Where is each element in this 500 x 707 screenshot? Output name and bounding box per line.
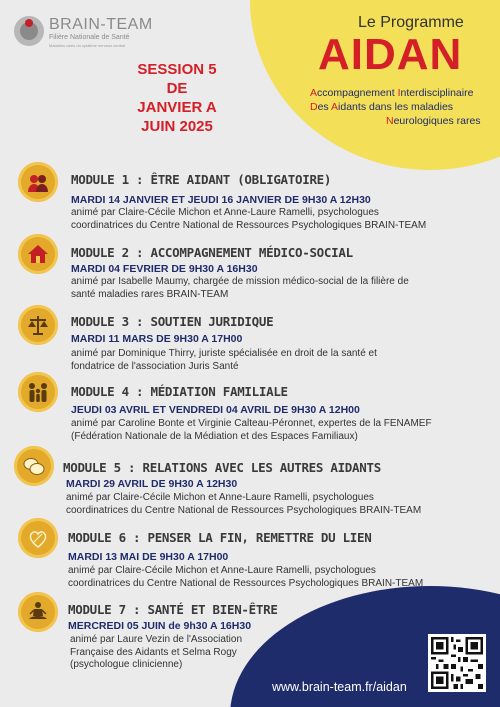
session-line-2: DE [166,80,188,97]
session-heading [112,60,242,136]
module-2-description [71,276,409,301]
module-5-desc-line-1: animé par Claire-Cécile Michon et Anne-Laure Ramelli, psychologues [66,492,374,503]
description-line-3: Neurologiques rares [386,115,481,127]
session-line-1: SESSION 5 [137,61,217,78]
module-3-desc-line-1: animé par Dominique Thirry, juriste spécialisée en droit de la santé et [71,348,377,359]
people-icon [18,162,58,202]
module-2-title: MODULE 2 : ACCOMPAGNEMENT MÉDICO-SOCIAL [71,245,353,260]
module-1-description [71,207,426,232]
qr-code-icon [428,634,486,692]
website-link[interactable]: www.brain-team.fr/aidan [272,680,407,694]
session-line-3: JANVIER A [137,99,217,116]
session-line-4: JUIN 2025 [141,118,213,135]
module-4-title: MODULE 4 : MÉDIATION FAMILIALE [71,384,288,399]
module-6-title: MODULE 6 : PENSER LA FIN, REMETTRE DU LIEN [68,530,372,545]
program-name: AIDAN [318,30,463,79]
module-2-date: MARDI 04 FEVRIER DE 9H30 A 16H30 [71,263,258,275]
module-5-description [66,492,421,517]
module-7-desc-line-3: (psychologue clinicienne) [70,659,183,670]
module-7-date: MERCREDI 05 JUIN de 9h30 A 16H30 [68,620,252,632]
module-4-desc-line-2: (Fédération Nationale de la Médiation et des Espaces Familiaux) [71,430,358,442]
program-label: Le Programme [358,14,464,31]
module-5-date: MARDI 29 AVRIL DE 9H30 A 12H30 [66,478,238,490]
module-4-desc-line-1: animé par Caroline Bonte et Virginie Calteau-Péronnet, expertes de la FENAMEF [71,418,432,429]
family-icon [18,372,58,412]
module-7-title: MODULE 7 : SANTÉ ET BIEN-ÊTRE [68,602,278,617]
module-7-desc-line-1: animé par Laure Vezin de l'Association [70,634,243,645]
brain-team-logo-icon [14,16,44,46]
speech-bubbles-icon [14,446,54,486]
module-7-description [70,634,242,672]
brain-team-logo [14,14,154,50]
description-line-2: Des Aidants dans les maladies [310,101,454,113]
module-2-desc-line-2: santé maladies rares BRAIN-TEAM [71,288,229,300]
module-7-desc-line-2: Française des Aidants et Selma Rogy [70,646,237,658]
module-6-date: MARDI 13 MAI DE 9H30 A 17H00 [68,551,229,563]
brand-tagline: Maladies rares du système nerveux central [49,43,126,48]
meditation-icon [18,592,58,632]
brand-subtitle: Filière Nationale de Santé [49,34,130,41]
module-1-desc-line-1: animé par Claire-Cécile Michon et Anne-Laure Ramelli, psychologues [71,207,379,218]
program-description [310,86,481,128]
description-line-1: Accompagnement Interdisciplinaire [310,87,474,99]
module-1-desc-line-2: coordinatrices du Centre National de Ressources Psychologiques BRAIN-TEAM [71,219,427,231]
module-2-desc-line-1: animé par Isabelle Maumy, chargée de mission médico-social de la filière de [71,276,409,287]
module-4-date: JEUDI 03 AVRIL ET VENDREDI 04 AVRIL DE 9H30 A 12H00 [71,404,360,416]
module-1-date: MARDI 14 JANVIER ET JEUDI 16 JANVIER DE 9H30 A 12H30 [71,194,371,206]
module-3-title: MODULE 3 : SOUTIEN JURIDIQUE [71,314,274,329]
module-3-description [71,348,377,373]
brand-name: BRAIN-TEAM [49,16,153,33]
module-6-desc-line-2: coordinatrices du Centre National de Ressources Psychologiques BRAIN-TEAM [68,577,424,589]
module-5-desc-line-2: coordinatrices du Centre National de Ressources Psychologiques BRAIN-TEAM [66,504,422,516]
scales-icon [18,305,58,345]
module-5-title: MODULE 5 : RELATIONS AVEC LES AUTRES AIDANTS [63,460,381,475]
module-3-date: MARDI 11 MARS DE 9H30 A 17H00 [71,333,243,345]
module-4-description [71,418,432,443]
module-6-desc-line-1: animé par Claire-Cécile Michon et Anne-Laure Ramelli, psychologues [68,565,376,576]
module-3-desc-line-2: fondatrice de l'association Juris Santé [71,360,239,372]
house-icon [18,234,58,274]
module-6-description [68,565,423,590]
leaf-heart-icon [18,518,58,558]
module-1-title: MODULE 1 : ÊTRE AIDANT (OBLIGATOIRE) [71,172,332,187]
